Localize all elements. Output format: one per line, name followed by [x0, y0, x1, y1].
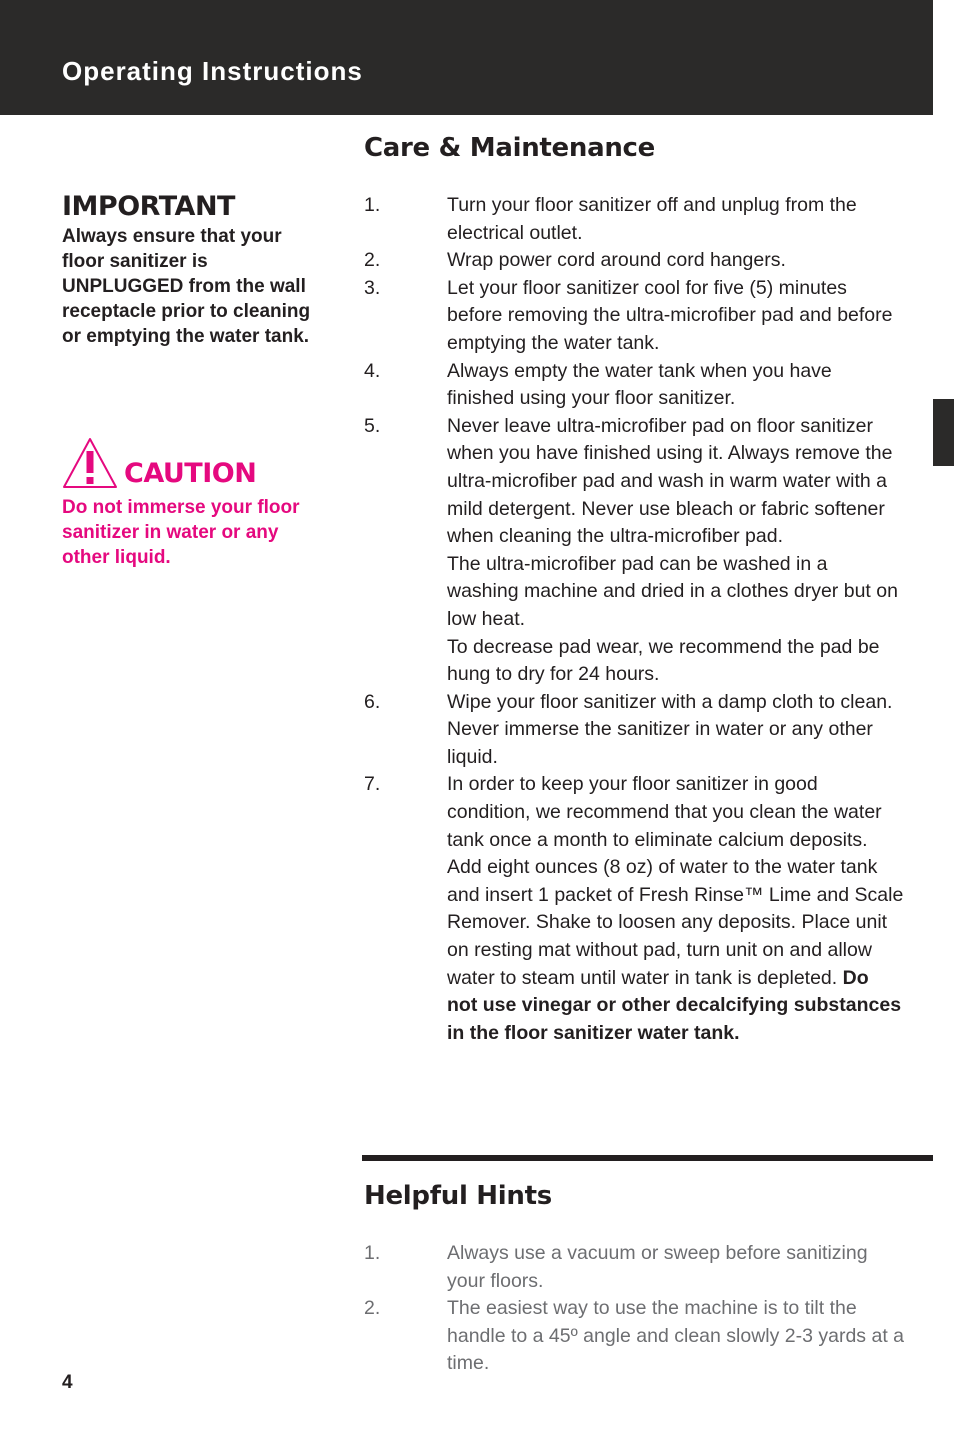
- care-maintenance-title: Care & Maintenance: [364, 133, 655, 163]
- section-divider: [362, 1155, 933, 1161]
- caution-header: [62, 437, 322, 489]
- care-steps-list: [364, 192, 904, 1047]
- page-number: 4: [62, 1372, 73, 1393]
- step-text: Always empty the water tank when you have finished using your floor sanitizer.: [447, 359, 832, 410]
- caution-text: Do not immerse your floor sanitizer in water or any other liquid.: [62, 497, 300, 568]
- list-item: [364, 1240, 904, 1295]
- list-item: [364, 413, 904, 689]
- important-text-after: from the wall receptacle prior to cleaning or emptying the water tank.: [62, 276, 311, 347]
- page-title: Operating Instructions: [62, 56, 363, 86]
- step-text: Let your floor sanitizer cool for five (5) minutes before removing the ultra-microfiber pad and before emptying the water tank.: [447, 276, 893, 354]
- step-number: 3.: [364, 276, 381, 299]
- step-text-regular: In order to keep your floor sanitizer in good condition, we recommend that you clean the water tank once a month to eliminate calcium deposits. Add eight ounces (8 oz) of water to the water tank and insert 1 packet of Fresh Rinse™ Lime and Scale Remover. Shake to loosen any deposits. Place unit on resting mat without pad, turn unit on and allow water to steam until water in tank is depleted.: [447, 773, 904, 989]
- important-emphasis: UNPLUGGED: [62, 276, 184, 297]
- step-text-bold-warning: Do not use vinegar or other decalcifying substances in the floor sanitizer water tank.: [447, 966, 902, 1044]
- hints-list: [364, 1240, 904, 1378]
- hint-number: 1.: [364, 1242, 381, 1264]
- important-text: [62, 224, 322, 349]
- step-text: [447, 413, 904, 689]
- step-number: 7.: [364, 773, 381, 796]
- hint-text: Always use a vacuum or sweep before sanitizing your floors.: [447, 1242, 868, 1292]
- hint-number: 2.: [364, 1297, 381, 1320]
- step-number: 4.: [364, 359, 381, 382]
- step-number: 5.: [364, 414, 381, 437]
- header-bar: [0, 0, 933, 115]
- list-item: [364, 275, 904, 358]
- list-item: [364, 689, 904, 772]
- step-text: [447, 771, 904, 1047]
- step-paragraph: The ultra-microfiber pad can be washed in a washing machine and dried in a clothes dryer but on low heat.: [447, 552, 898, 630]
- list-item: [364, 771, 904, 1047]
- list-item: [364, 247, 904, 275]
- helpful-hints-title: Helpful Hints: [364, 1181, 552, 1211]
- important-text-before: Always ensure that your floor sanitizer is: [62, 226, 282, 272]
- caution-heading: CAUTION: [124, 458, 257, 489]
- section-tab: [933, 399, 954, 466]
- step-number: 2.: [364, 249, 381, 272]
- list-item: [364, 358, 904, 413]
- step-text: Wrap power cord around cord hangers.: [447, 249, 786, 272]
- important-heading: IMPORTANT: [62, 191, 235, 222]
- step-text: Turn your floor sanitizer off and unplug from the electrical outlet.: [447, 194, 857, 244]
- list-item: [364, 1295, 904, 1378]
- step-number: 1.: [364, 194, 381, 216]
- list-item: [364, 192, 904, 247]
- caution-notice: [62, 437, 322, 570]
- important-notice: [62, 190, 322, 349]
- warning-triangle-icon: [62, 437, 118, 489]
- step-paragraph: Never leave ultra-microfiber pad on floor sanitizer when you have finished using it. Always remove the ultra-microfiber pad and wash in warm water with a mild detergent. Never use bleach or fabric softener when cleaning the ultra-microfiber pad.: [447, 414, 893, 548]
- step-text: Wipe your floor sanitizer with a damp cloth to clean. Never immerse the sanitizer in water or any other liquid.: [447, 690, 893, 768]
- hint-text: The easiest way to use the machine is to tilt the handle to a 45º angle and clean slowly 2-3 yards at a time.: [447, 1297, 905, 1375]
- step-paragraph: To decrease pad wear, we recommend the pad be hung to dry for 24 hours.: [447, 635, 880, 686]
- step-number: 6.: [364, 690, 381, 713]
